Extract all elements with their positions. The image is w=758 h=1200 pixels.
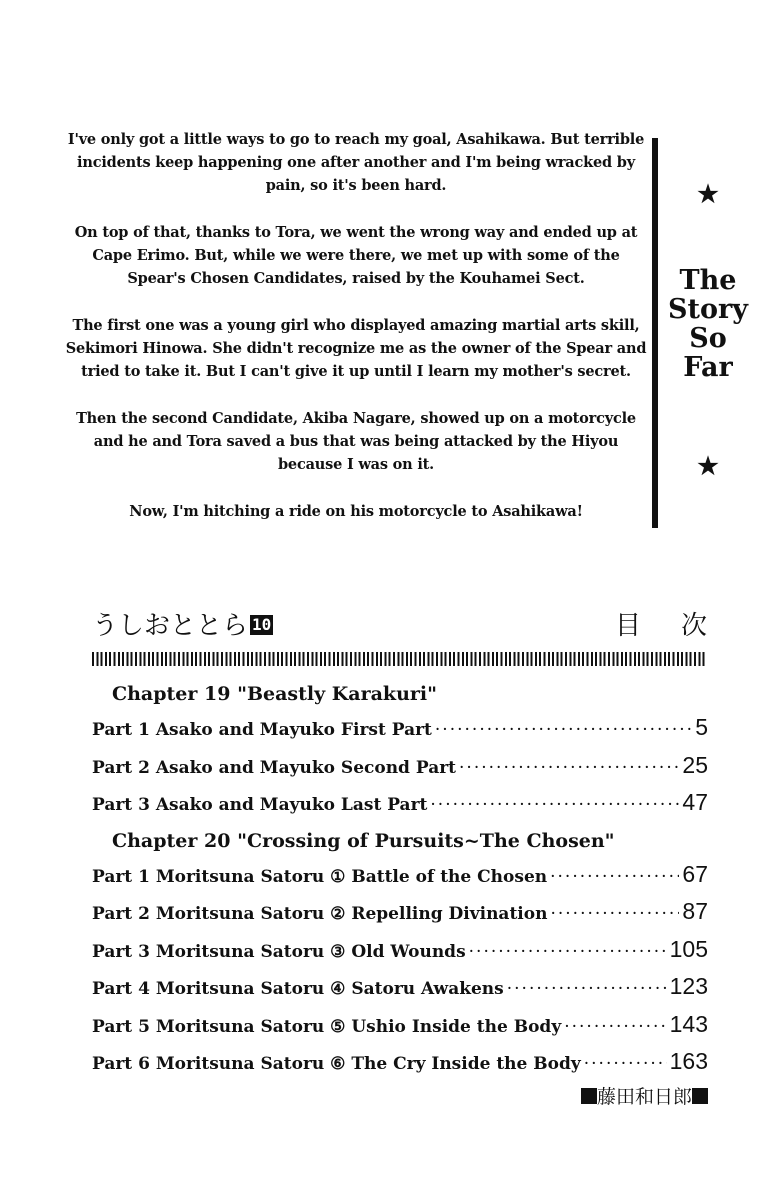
vertical-divider	[652, 138, 658, 528]
series-name: うしおととら	[92, 611, 249, 641]
star-icon: ★	[697, 179, 719, 208]
story-paragraph: I've only got a little ways to go to reach my goal, Asahikawa. But terrible incidents keep happening one after another and I'm being wracked by pain, so it's been hard.	[67, 131, 645, 194]
entry-page: 143	[669, 1010, 708, 1037]
dot-leader	[550, 904, 679, 924]
toc-entry[interactable]	[92, 714, 708, 752]
dot-leader	[469, 942, 667, 962]
dot-leader	[430, 795, 679, 815]
toc-entry[interactable]	[92, 1011, 708, 1049]
story-paragraph: Now, I'm hitching a ride on his motorcycle to Asahikawa!	[129, 503, 583, 520]
toc-entry[interactable]	[92, 752, 708, 790]
entry-page: 47	[682, 789, 708, 815]
entry-page: 123	[669, 973, 708, 999]
story-so-far-text	[62, 128, 650, 547]
tick-rule-divider	[92, 652, 707, 666]
toc-entry[interactable]	[92, 861, 708, 899]
entry-page: 105	[669, 935, 708, 962]
star-icon: ★	[697, 451, 719, 480]
entry-page: 67	[682, 860, 708, 887]
entry-title: Part 2 Asako and Mayuko Second Part	[92, 757, 457, 778]
toc-entry[interactable]	[92, 789, 708, 827]
entry-title: Part 2 Moritsuna Satoru ② Repelling Divination	[92, 904, 548, 924]
table-of-contents	[92, 680, 708, 1086]
entry-title: Part 3 Moritsuna Satoru ③ Old Wounds	[92, 941, 466, 962]
block-ornament	[581, 1088, 597, 1104]
entry-title: Part 4 Moritsuna Satoru ④ Satoru Awakens	[92, 979, 504, 999]
series-title	[92, 611, 273, 641]
author-credit	[581, 1085, 708, 1109]
dot-leader	[584, 1054, 667, 1074]
story-paragraph: The first one was a young girl who displayed amazing martial arts skill, Sekimori Hinowa. She didn't recognize me as the owner of the Spear and tried to take it. But I can't give it up until I learn my mother's secret.	[65, 317, 647, 380]
story-paragraph: Then the second Candidate, Akiba Nagare, showed up on a motorcycle and he and Tora saved a bus that was being attacked by the Hiyou because I was on it.	[76, 410, 636, 473]
entry-page: 87	[682, 898, 708, 924]
dot-leader	[459, 758, 679, 778]
toc-entry[interactable]	[92, 973, 708, 1011]
dot-leader	[564, 1017, 666, 1037]
entry-page: 163	[669, 1048, 708, 1074]
entry-title: Part 1 Moritsuna Satoru ① Battle of the Chosen	[92, 866, 548, 887]
entry-title: Part 5 Moritsuna Satoru ⑤ Ushio Inside the Body	[92, 1016, 562, 1037]
author-name: 藤田和日郎	[596, 1086, 692, 1108]
sidebar-title: The Story So Far	[668, 265, 748, 383]
toc-header	[92, 611, 747, 641]
volume-badge: 10	[252, 615, 272, 634]
toc-entry[interactable]	[92, 936, 708, 974]
entry-page: 25	[682, 751, 708, 778]
toc-entry[interactable]	[92, 1048, 708, 1086]
toc-entry[interactable]	[92, 898, 708, 936]
story-paragraph: On top of that, thanks to Tora, we went the wrong way and ended up at Cape Erimo. But, while we were there, we met up with some of the Spear's Chosen Candidates, raised by the Kouhamei Sect.	[74, 224, 638, 287]
contents-label: 目次	[614, 611, 747, 641]
entry-page: 5	[695, 714, 708, 740]
dot-leader	[507, 979, 667, 999]
dot-leader	[435, 720, 692, 740]
chapter-heading: Chapter 19 "Beastly Karakuri"	[112, 683, 438, 705]
entry-title: Part 6 Moritsuna Satoru ⑥ The Cry Inside the Body	[92, 1054, 581, 1074]
entry-title: Part 3 Asako and Mayuko Last Part	[92, 795, 428, 815]
block-ornament	[692, 1088, 708, 1104]
dot-leader	[550, 867, 679, 887]
chapter-heading: Chapter 20 "Crossing of Pursuits~The Chosen"	[112, 829, 615, 852]
entry-title: Part 1 Asako and Mayuko First Part	[92, 720, 432, 740]
